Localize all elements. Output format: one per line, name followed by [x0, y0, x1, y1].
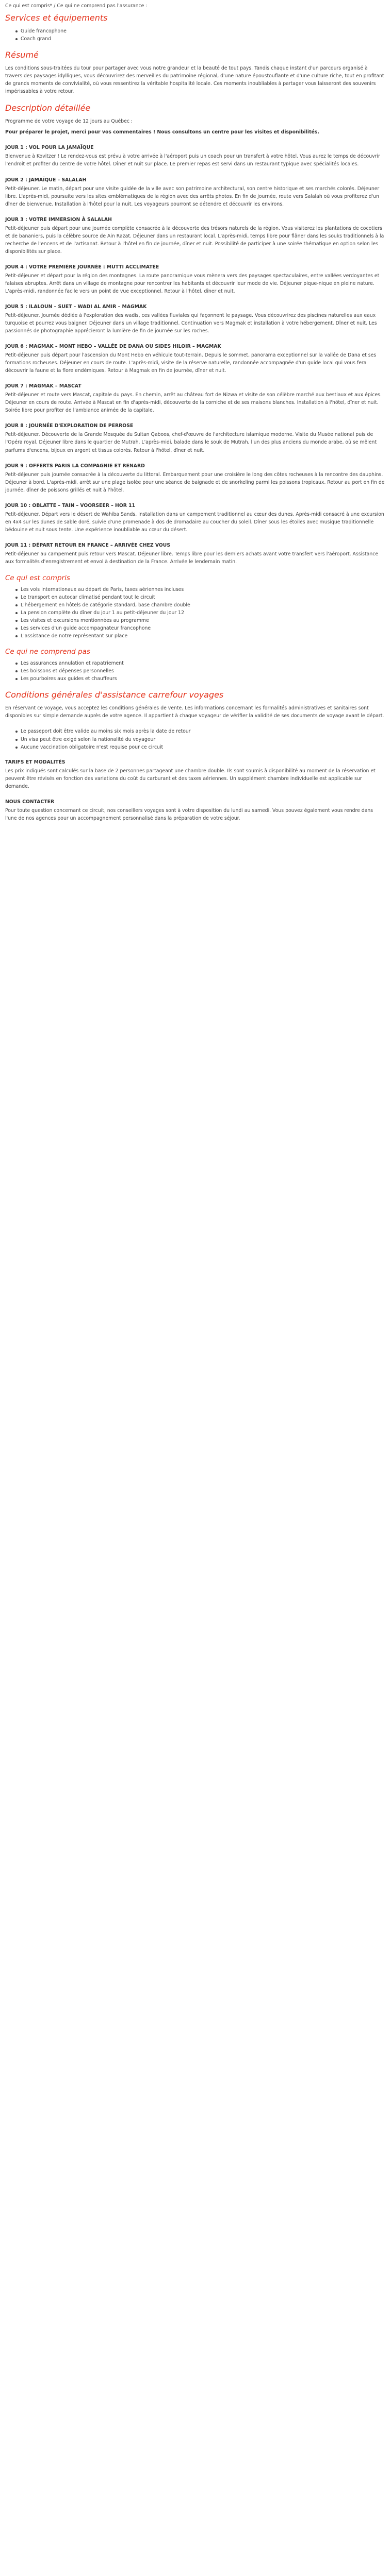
- page: [0, 0, 391, 822]
- day-title: JOUR 2 : JAMAÏQUE – SALALAH: [5, 177, 87, 183]
- day-title: JOUR 4 : VOTRE PREMIÈRE JOURNÉE : MUTTI ACCLIMATÉE: [5, 264, 159, 270]
- day-block: [5, 422, 386, 454]
- description-lead: Programme de votre voyage de 12 jours au Québec :: [5, 118, 133, 125]
- not-included-title: Ce qui ne comprend pas: [5, 648, 90, 656]
- day-block: [5, 176, 386, 208]
- conditions-title: Conditions générales d'assistance carrefour voyages: [5, 690, 224, 700]
- list-item: Un visa peut être exigé selon la nationalité du voyageur: [15, 736, 386, 743]
- day-text: Petit-déjeuner puis journée consacrée à la découverte du littoral. Embarquement pour une croisière le long des côtes rocheuses à la rencontre des dauphins. Déjeuner à bord. L'après-midi, arrêt sur une plage isolée pour une séance de baignade et de snorkeling parmi les poissons tropicaux. Retour au port en fin de journée, dîner de poissons grillés et nuit à l'hôtel.: [5, 471, 385, 493]
- breadcrumb: Ce qui est compris* / Ce qui ne comprend pas l'assurance :: [5, 3, 148, 9]
- included-title: Ce qui est compris: [5, 573, 70, 582]
- day-text: Petit-déjeuner. Découverte de la Grande Mosquée du Sultan Qaboos, chef-d'œuvre de l'architecture islamique moderne. Visite du Musée national puis de l'Opéra royal. Déjeuner libre dans le quartier de Mutrah. L'après-midi, balade dans le souk de Mutrah, l'un des plus anciens du monde arabe, où se mêlent parfums d'encens, bijoux en argent et tissus colorés. Retour à l'hôtel, dîner et nuit.: [5, 432, 377, 453]
- services-list: [5, 27, 386, 43]
- day-title: JOUR 10 : OBLATTE – TAIN – VOORSEER – HOR 11: [5, 502, 136, 509]
- list-item: Les services d'un guide accompagnateur francophone: [15, 624, 386, 632]
- day-title: JOUR 7 : MAGMAK – MASCAT: [5, 383, 82, 389]
- list-item: Les assurances annulation et rapatriement: [15, 659, 386, 667]
- day-block: [5, 462, 386, 494]
- day-text: Petit-déjeuner. Le matin, départ pour une visite guidée de la ville avec son patrimoine architectural, son centre historique et ses marchés colorés. Déjeuner libre. L'après-midi, poursuite vers les sites emblématiques de la région avec des arrêts photos. En fin de journée, route vers Salalah où vous profiterez d'un dîner de bienvenue. Installation à l'hôtel pour la nuit. Les voyageurs pourront se détendre et découvrir les environs.: [5, 185, 380, 207]
- resume-title: Résumé: [5, 50, 39, 60]
- conditions-text: En réservant ce voyage, vous acceptez les conditions générales de vente. Les informations concernant les formalités administratives et sanitaires sont disponibles sur simple demande auprès de votre agence. Il appartient à chaque voyageur de vérifier la validité de ses documents de voyage avant le départ.: [5, 705, 384, 719]
- prices-title: TARIFS ET MODALITÉS: [5, 759, 66, 765]
- prices-text: Les prix indiqués sont calculés sur la base de 2 personnes partageant une chambre double. Ils sont soumis à disponibilité au moment de la réservation et peuvent être révisés en fonction des variations du coût du carburant et des taxes aériennes. Un supplément chambre individuelle est applicable sur demande.: [5, 768, 376, 789]
- list-item: Le transport en autocar climatisé pendant tout le circuit: [15, 594, 386, 601]
- description-title: Description détaillée: [5, 103, 91, 113]
- day-block: [5, 303, 386, 335]
- conditions-list: [5, 727, 386, 751]
- contact-title: NOUS CONTACTER: [5, 799, 55, 805]
- day-title: JOUR 6 : MAGMAK – MONT HEBO – VALLÉE DE DANA OU SIDES HILOIR – MAGMAK: [5, 344, 221, 350]
- list-item: Coach grand: [15, 35, 386, 43]
- day-text: Petit-déjeuner et route vers Mascat, capitale du pays. En chemin, arrêt au château fort de Nizwa et visite de son célèbre marché aux bestiaux et aux épices. Déjeuner en cours de route. Arrivée à Mascat en fin d'après-midi, découverte de la corniche et de ses maisons blanches. Installation à l'hôtel, dîner et nuit. Soirée libre pour profiter de l'ambiance animée de la capitale.: [5, 392, 382, 414]
- day-title: JOUR 1 : VOL POUR LA JAMAÏQUE: [5, 145, 94, 151]
- not-included-list: [5, 659, 386, 683]
- day-block: [5, 144, 386, 168]
- day-text: Petit-déjeuner. Journée dédiée à l'exploration des wadis, ces vallées fluviales qui façonnent le paysage. Vous découvrirez des piscines naturelles aux eaux turquoise et pourrez vous baigner. Déjeuner dans un village traditionnel. Continuation vers Magmak et installation à votre hébergement. Dîner et nuit. Les passionnés de photographie apprécieront la lumière de fin de journée sur les roches.: [5, 312, 377, 334]
- resume-text: Les conditions sous-traitées du tour pour partager avec vous notre grandeur et la beauté de tout pays. Tandis chaque instant d'un parcours organisé à travers des paysages idylliques, vous découvrirez des merveilles du patrimoine régional, d'une nature époustouflante et d'une culture riche, tout en profitant de grands moments de convivialité, où vous ressentirez la véritable hospitalité locale. Ces moments inoubliables à partager vous laisseront des souvenirs impérissables à votre retour.: [5, 65, 384, 95]
- day-block: [5, 343, 386, 375]
- contact-text: Pour toute question concernant ce circuit, nos conseillers voyages sont à votre disposition du lundi au samedi. Vous pouvez également vous rendre dans l'une de nos agences pour un accompagnement personnalisé dans la préparation de votre séjour.: [5, 807, 373, 821]
- day-title: JOUR 11 : DÉPART RETOUR EN FRANCE – ARRIVÉE CHEZ VOUS: [5, 542, 171, 548]
- list-item: Les visites et excursions mentionnées au programme: [15, 617, 386, 624]
- day-block: [5, 216, 386, 256]
- day-block: [5, 541, 386, 566]
- list-item: Le passeport doit être valide au moins six mois après la date de retour: [15, 727, 386, 735]
- day-block: [5, 263, 386, 295]
- day-text: Petit-déjeuner puis départ pour une journée complète consacrée à la découverte des trésors naturels de la région. Vous visiterez les plantations de cocotiers et de bananiers, puis la célèbre source de Ain Razat. Déjeuner dans un restaurant local. L'après-midi, temps libre pour flâner dans les souks traditionnels à la recherche de l'encens et de l'artisanat. Retour à l'hôtel en fin de journée, dîner et nuit. Possibilité de participer à une soirée thématique en option selon les disponibilités sur place.: [5, 225, 384, 255]
- included-list: [5, 586, 386, 640]
- list-item: Les boissons et dépenses personnelles: [15, 667, 386, 675]
- services-title: Services et équipements: [5, 13, 108, 23]
- day-block: [5, 382, 386, 414]
- list-item: Les pourboires aux guides et chauffeurs: [15, 675, 386, 683]
- list-item: Les vols internationaux au départ de Paris, taxes aériennes incluses: [15, 586, 386, 594]
- list-item: La pension complète du dîner du jour 1 au petit-déjeuner du jour 12: [15, 609, 386, 617]
- day-block: [5, 502, 386, 534]
- description-note: Pour préparer le projet, merci pour vos commentaires ! Nous consultons un centre pour les visites et disponibilités.: [5, 129, 319, 135]
- day-text: Petit-déjeuner au campement puis retour vers Mascat. Déjeuner libre. Temps libre pour les derniers achats avant votre transfert vers l'aéroport. Assistance aux formalités d'enregistrement et envol à destination de la France. Arrivée le lendemain matin.: [5, 551, 379, 565]
- list-item: L'assistance de notre représentant sur place: [15, 632, 386, 640]
- day-title: JOUR 9 : OFFERTS PARIS LA COMPAGNIE ET RENARD: [5, 463, 145, 469]
- day-text: Petit-déjeuner. Départ vers le désert de Wahiba Sands. Installation dans un campement traditionnel au cœur des dunes. Après-midi consacré à une excursion en 4x4 sur les dunes de sable doré, suivie d'une promenade à dos de dromadaire au coucher du soleil. Dîner sous les étoiles avec musique traditionnelle bédouine et nuit sous tente. Une expérience inoubliable au cœur du désert.: [5, 511, 384, 533]
- list-item: Guide francophone: [15, 27, 386, 35]
- list-item: L'hébergement en hôtels de catégorie standard, base chambre double: [15, 601, 386, 609]
- day-text: Bienvenue à Kovitzer ! Le rendez-vous est prévu à votre arrivée à l'aéroport puis un coach pour un transfert à votre hôtel. Vous aurez le temps de découvrir l'endroit et profiter du centre de votre hôtel. Dîner et nuit sur place. Le premier repas est servi dans un restaurant typique avec spécialités locales.: [5, 154, 380, 167]
- list-item: Aucune vaccination obligatoire n'est requise pour ce circuit: [15, 743, 386, 751]
- day-text: Petit-déjeuner et départ pour la région des montagnes. La route panoramique vous mènera vers des paysages spectaculaires, entre vallées verdoyantes et falaises abruptes. Arrêt dans un village de montagne pour rencontrer les habitants et découvrir leur mode de vie. Déjeuner pique-nique en pleine nature. L'après-midi, randonnée facile vers un point de vue exceptionnel. Retour à l'hôtel, dîner et nuit.: [5, 273, 380, 294]
- day-title: JOUR 3 : VOTRE IMMERSION À SALALAH: [5, 216, 112, 223]
- day-text: Petit-déjeuner puis départ pour l'ascension du Mont Hebo en véhicule tout-terrain. Depuis le sommet, panorama exceptionnel sur la vallée de Dana et ses formations rocheuses. Déjeuner en cours de route. L'après-midi, visite de la réserve naturelle, randonnée accompagnée d'un guide local qui vous fera découvrir la faune et la flore endémiques. Retour à Magmak en fin de journée, dîner et nuit.: [5, 352, 377, 374]
- day-title: JOUR 8 : JOURNÉE D'EXPLORATION DE PERROSE: [5, 423, 134, 429]
- day-title: JOUR 5 : ILALOUN – SUET – WADI AL AMIR – MAGMAK: [5, 303, 147, 310]
